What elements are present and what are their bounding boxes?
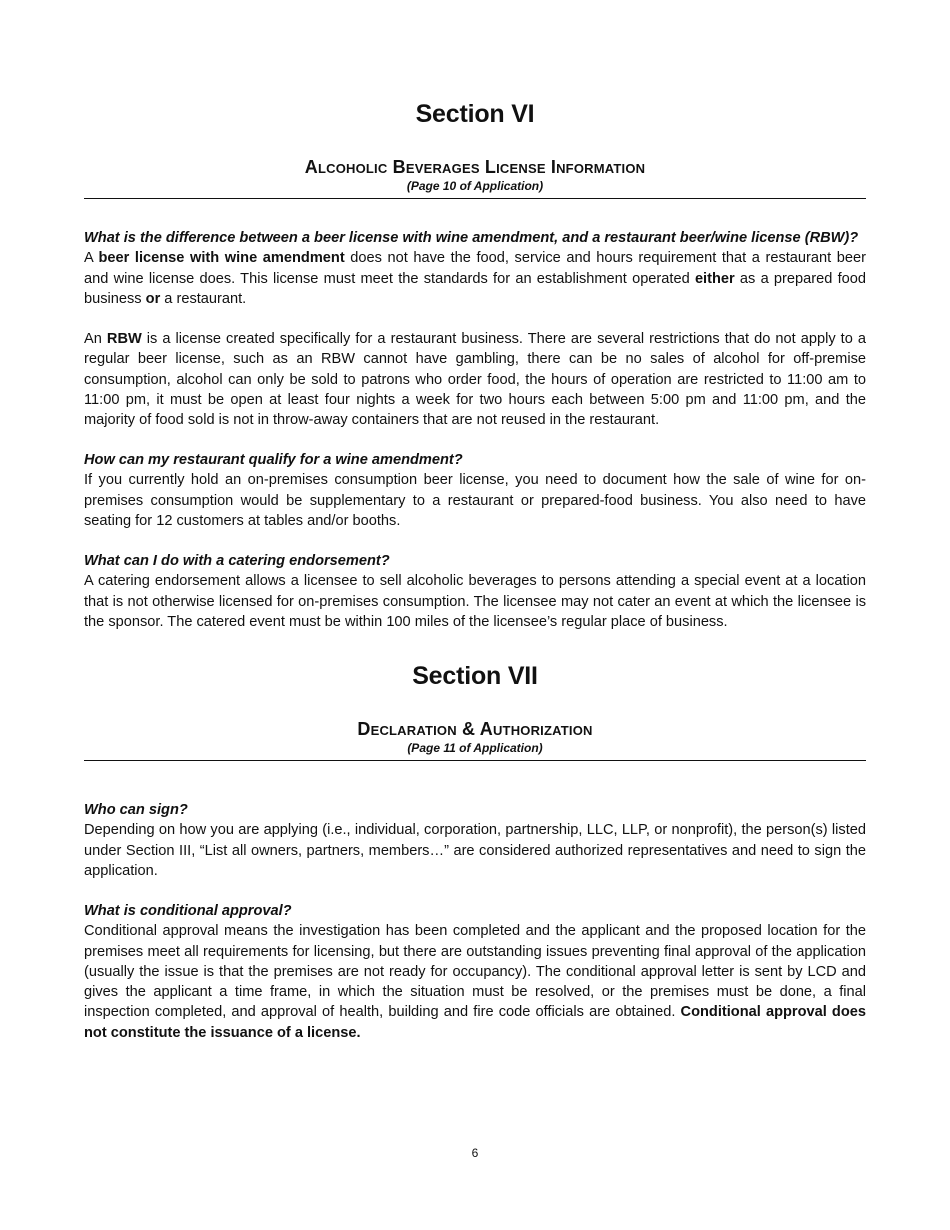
question-who-can-sign: Who can sign? <box>84 802 188 818</box>
section-vii-page-ref: (Page 11 of Application) <box>407 741 543 755</box>
question-beer-vs-rbw: What is the difference between a beer license with wine amendment, and a restaurant beer/wine license (RBW)? <box>84 230 859 246</box>
question-wine-amendment: How can my restaurant qualify for a wine amendment? <box>84 452 463 468</box>
qa-catering-endorsement <box>84 551 866 632</box>
section-vi-title: Section VI <box>415 100 535 128</box>
bold-term-either: either <box>694 270 735 287</box>
text-run: does not have the food, service and hours requirement that a restaurant beer and wine license does. This license must meet the standards for an establishment operated <box>84 250 866 287</box>
text-run: as a prepared food business <box>84 270 866 307</box>
answer-who-can-sign: Depending on how you are applying (i.e., individual, corporation, partnership, LLC, LLP, or nonprofit), the person(s) listed under Section III, “List all owners, partners, members…” are considered authorized representatives and need to sign the application. <box>84 822 866 879</box>
section-vii-divider <box>84 760 866 761</box>
bold-note-not-license: Conditional approval does not constitute the issuance of a license. <box>84 1004 866 1041</box>
text-run: a restaurant. <box>160 290 247 307</box>
text-run: A <box>84 250 99 267</box>
section-vii-title: Section VII <box>412 662 538 690</box>
answer-rbw-paragraph <box>84 329 866 430</box>
question-catering-endorsement: What can I do with a catering endorsement? <box>84 553 390 569</box>
bold-term-beer-license: beer license with wine amendment <box>98 250 345 267</box>
text-run: An <box>84 331 107 348</box>
bold-term-rbw: RBW <box>106 331 142 348</box>
section-vii <box>84 662 866 761</box>
answer-catering-endorsement: A catering endorsement allows a licensee to sell alcoholic beverages to persons attending a special event at a location that is not otherwise licensed for on-premises consumption. The licensee may not cater an event at which the licensee is the sponsor. The catered event must be within 100 miles of the licensee’s regular place of business. <box>84 573 866 630</box>
section-vi-page-ref: (Page 10 of Application) <box>406 179 544 193</box>
qa-who-can-sign <box>84 800 866 881</box>
answer-beer-license-paragraph <box>84 248 866 309</box>
section-vi-divider <box>84 198 866 199</box>
section-vi <box>84 100 866 199</box>
qa-conditional-approval <box>84 901 866 1043</box>
answer-wine-amendment: If you currently hold an on-premises consumption beer license, you need to document how the sale of wine for on-premises consumption would be supplementary to a restaurant or prepared-food business. You also need to have seating for 12 customers at tables and/or booths. <box>84 472 866 529</box>
section-vii-subtitle: Declaration & Authorization <box>357 719 593 739</box>
bold-term-or: or <box>145 290 161 307</box>
text-run: Conditional approval means the investigation has been completed and the applicant and the proposed location for the premises meet all requirements for licensing, but there are outstanding issues preventing final approval of the application (usually the issue is that the premises are not ready for occupancy). The conditional approval letter is sent by LCD and gives the applicant a time frame, in which the situation must be resolved, or the premises must be done, a final inspection completed, and approval of health, building and fire code officials are obtained. <box>84 923 866 1021</box>
qa-beer-vs-rbw <box>84 228 866 431</box>
text-run: is a license created specifically for a restaurant business. There are several restrictions that do not apply to a regular beer license, such as an RBW cannot have gambling, there can be no sales of alcohol for off-premise consumption, alcohol can only be sold to patrons who order food, the hours of operation are restricted to 11:00 am to 11:00 pm, it must be open at least four nights a week for two hours each between 5:00 pm and 11:00 pm, and the majority of food sold is not in throw-away containers that are not reused in the restaurant. <box>84 331 867 429</box>
page-number: 6 <box>471 1146 479 1160</box>
section-vi-subtitle: Alcoholic Beverages License Information <box>304 157 646 177</box>
answer-conditional-approval <box>84 921 866 1043</box>
question-conditional-approval: What is conditional approval? <box>84 903 292 919</box>
qa-wine-amendment <box>84 450 866 531</box>
